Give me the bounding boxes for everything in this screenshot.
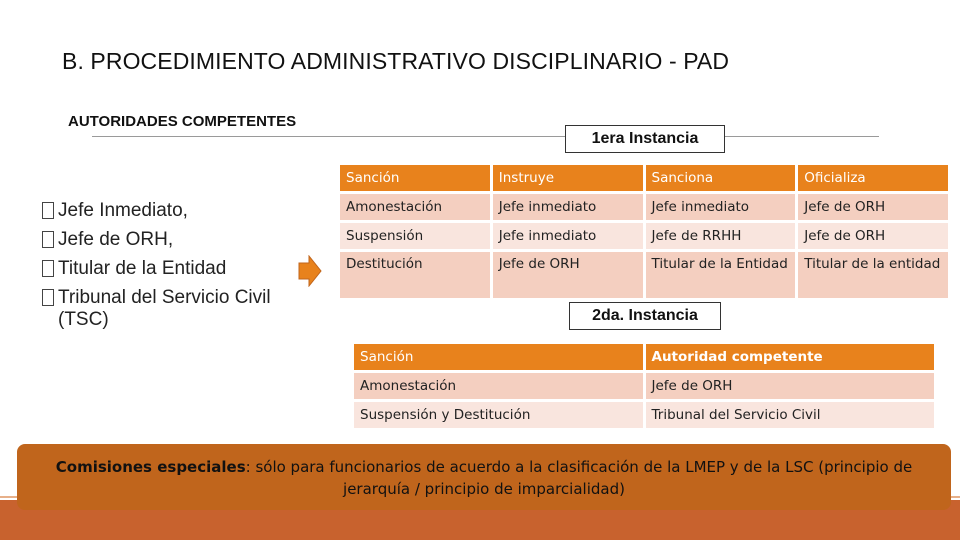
bullet-box-icon — [42, 202, 54, 219]
authority-label: Jefe Inmediato, — [58, 200, 188, 221]
authority-label: Titular de la Entidad — [58, 258, 227, 279]
divider-line — [92, 136, 879, 137]
table-cell: Jefe de RRHH — [646, 223, 796, 249]
table-cell: Destitución — [340, 252, 490, 298]
column-header: Sanciona — [646, 165, 796, 191]
table-cell: Titular de la entidad — [798, 252, 948, 298]
table-cell: Tribunal del Servicio Civil — [646, 402, 935, 428]
bullet-box-icon — [42, 289, 54, 306]
table-cell: Jefe de ORH — [646, 373, 935, 399]
table-row — [354, 373, 934, 399]
table-cell: Amonestación — [354, 373, 643, 399]
column-header: Autoridad competente — [646, 344, 935, 370]
table-cell: Titular de la Entidad — [646, 252, 796, 298]
table-row — [340, 252, 948, 298]
bullet-box-icon — [42, 260, 54, 277]
column-header: Oficializa — [798, 165, 948, 191]
first-instance-table — [337, 162, 951, 301]
special-commissions-note — [17, 444, 951, 510]
second-instance-label: 2da. Instancia — [569, 302, 721, 330]
first-instance-label: 1era Instancia — [565, 125, 725, 153]
authorities-list — [42, 200, 302, 338]
table-cell: Suspensión — [340, 223, 490, 249]
table-cell: Jefe inmediato — [493, 194, 643, 220]
list-item — [42, 258, 302, 280]
table-header-row — [354, 344, 934, 370]
list-item — [42, 200, 302, 222]
table-cell: Jefe inmediato — [493, 223, 643, 249]
page-title: B. PROCEDIMIENTO ADMINISTRATIVO DISCIPLINARIO - PAD — [62, 48, 730, 74]
table-cell: Jefe inmediato — [646, 194, 796, 220]
column-header: Instruye — [493, 165, 643, 191]
table-row — [354, 402, 934, 428]
authority-label: Tribunal del Servicio Civil (TSC) — [58, 287, 271, 330]
bullet-box-icon — [42, 231, 54, 248]
authority-label: Jefe de ORH, — [58, 229, 174, 250]
table-cell: Suspensión y Destitución — [354, 402, 643, 428]
list-item — [42, 229, 302, 251]
table-cell: Jefe de ORH — [798, 194, 948, 220]
list-item — [42, 287, 302, 331]
note-text: : sólo para funcionarios de acuerdo a la clasificación de la LMEP y de la LSC (principio de jerarquía / principio de imparcialidad) — [245, 458, 913, 498]
right-arrow-icon — [298, 255, 322, 287]
table-cell: Amonestación — [340, 194, 490, 220]
note-heading: Comisiones especiales — [55, 458, 246, 476]
second-instance-table — [351, 341, 937, 431]
table-cell: Jefe de ORH — [798, 223, 948, 249]
column-header: Sanción — [354, 344, 643, 370]
table-cell: Jefe de ORH — [493, 252, 643, 298]
section-subtitle: AUTORIDADES COMPETENTES — [68, 113, 297, 130]
column-header: Sanción — [340, 165, 490, 191]
table-row — [340, 194, 948, 220]
table-header-row — [340, 165, 948, 191]
table-row — [340, 223, 948, 249]
